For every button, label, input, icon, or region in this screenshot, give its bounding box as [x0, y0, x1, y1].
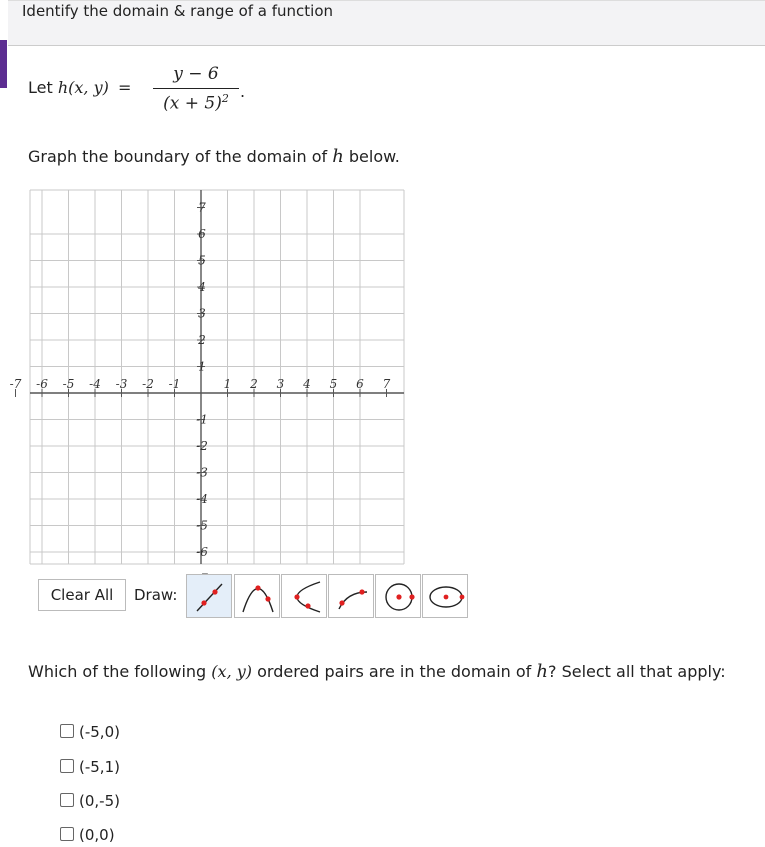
question-variable: h [536, 661, 548, 682]
domain-question [28, 661, 726, 682]
curve-tool-button[interactable] [328, 574, 374, 618]
question-text-end: ? Select all that apply: [548, 662, 726, 681]
line-tool-icon [187, 575, 233, 619]
y-tick-label: -5 [196, 518, 208, 533]
x-tick-label: 7 [382, 377, 391, 391]
page-title: Identify the domain & range of a function [22, 2, 334, 20]
parabola-icon [235, 575, 281, 619]
x-tick-label: -6 [36, 377, 48, 391]
graph-prompt-end: below. [343, 147, 400, 166]
x-tick-label: -5 [62, 377, 75, 391]
horizontal-parabola-icon [282, 575, 328, 619]
y-tick-label: 2 [198, 333, 206, 347]
x-tick-label: 3 [276, 377, 285, 391]
y-tick-label: -4 [196, 492, 208, 506]
definition-period: . [240, 82, 246, 101]
graph-prompt [28, 146, 400, 167]
option-item[interactable] [60, 758, 120, 776]
parabola-tool-button[interactable] [234, 574, 280, 618]
curve-icon [329, 575, 375, 619]
ellipse-tool-button[interactable] [422, 574, 468, 618]
option-checkbox[interactable] [60, 827, 74, 841]
y-tick-label: -2 [196, 439, 208, 453]
function-definition [28, 78, 131, 97]
option-checkbox[interactable] [60, 793, 74, 807]
denominator-base: (x + 5) [163, 93, 222, 114]
option-label: (0,-5) [79, 792, 120, 810]
horizontal-parabola-tool-button[interactable] [281, 574, 327, 618]
y-tick-label: -3 [196, 465, 208, 480]
graph-canvas[interactable] [0, 185, 420, 570]
question-text-middle: ordered pairs are in the domain of [252, 662, 537, 681]
let-label: Let [28, 78, 53, 97]
y-tick-label: -6 [196, 545, 208, 559]
y-tick-label: 5 [198, 253, 206, 268]
option-item[interactable] [60, 723, 120, 741]
x-tick-label: -1 [168, 377, 181, 391]
x-tick-label: -4 [89, 377, 101, 391]
option-label: (-5,1) [79, 758, 120, 776]
x-tick-label: -2 [142, 377, 154, 391]
equals-sign: = [117, 78, 132, 97]
y-tick-label: 7 [198, 200, 206, 215]
fraction-numerator: y − 6 [173, 64, 219, 84]
denominator-exponent: 2 [221, 92, 229, 105]
circle-icon [376, 575, 422, 619]
circle-tool-button[interactable] [375, 574, 421, 618]
y-tick-label: 1 [198, 359, 206, 374]
fraction-denominator [153, 92, 239, 114]
question-pair: (x, y) [211, 662, 253, 681]
option-label: (-5,0) [79, 723, 120, 741]
y-tick-label: 4 [198, 280, 206, 294]
ellipse-icon [423, 575, 469, 619]
page-header [8, 0, 765, 46]
question-accent-bar [0, 40, 7, 88]
function-fraction [153, 64, 239, 114]
option-label: (0,0) [79, 826, 115, 844]
graph-prompt-text: Graph the boundary of the domain of [28, 147, 333, 166]
fraction-bar [153, 88, 239, 89]
x-tick-label: 4 [303, 377, 311, 391]
line-tool-button[interactable] [186, 574, 232, 618]
x-tick-label: 5 [329, 377, 338, 391]
draw-label: Draw: [134, 586, 178, 604]
y-tick-label: 6 [198, 227, 206, 241]
x-tick-label: -3 [115, 377, 128, 391]
option-item[interactable] [60, 792, 120, 810]
option-checkbox[interactable] [60, 724, 74, 738]
x-tick-label: 2 [250, 377, 258, 391]
x-tick-label: 1 [223, 377, 232, 391]
x-tick-label: -7 [9, 377, 22, 391]
option-checkbox[interactable] [60, 759, 74, 773]
graph-prompt-variable: h [332, 146, 344, 167]
option-item[interactable] [60, 826, 115, 844]
question-text: Which of the following [28, 662, 212, 681]
function-lhs: h(x, y) [57, 78, 109, 97]
x-tick-label: 6 [356, 377, 364, 391]
y-tick-label: 3 [198, 306, 206, 321]
clear-all-button[interactable]: Clear All [38, 579, 126, 611]
y-tick-label: -1 [196, 412, 208, 427]
